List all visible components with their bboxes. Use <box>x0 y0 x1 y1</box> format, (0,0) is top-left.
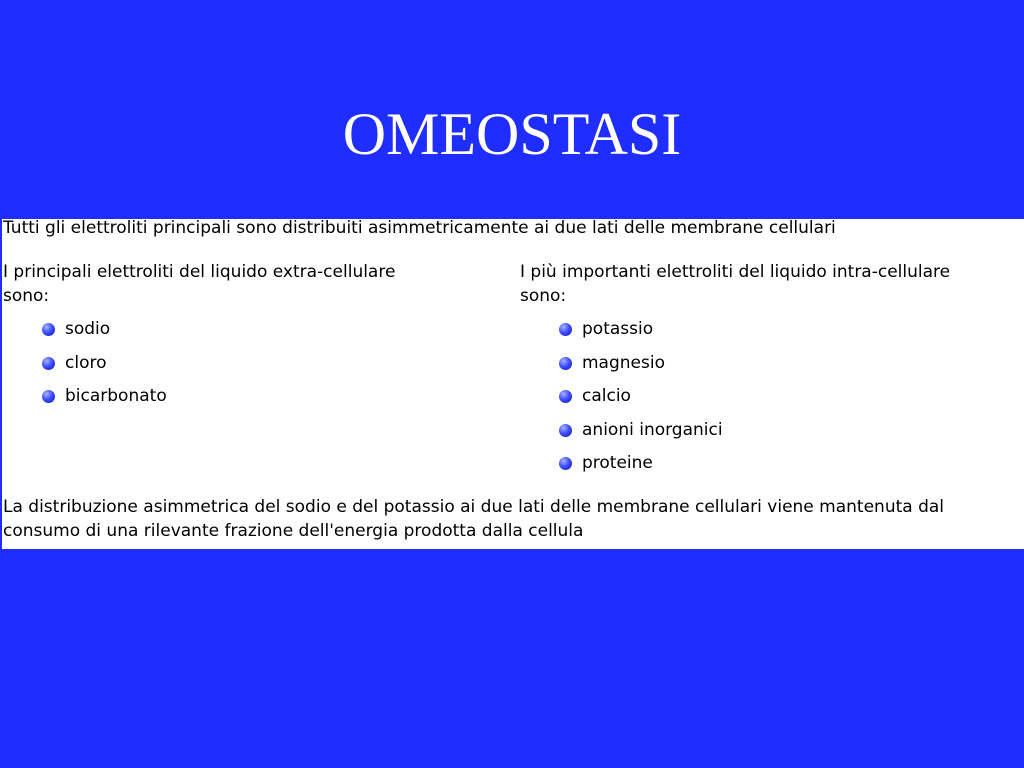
list-item <box>42 351 167 385</box>
list-item-label: magnesio <box>582 352 665 373</box>
bullet-icon <box>559 390 572 403</box>
list-item <box>559 351 723 385</box>
list-item-label: proteine <box>582 453 653 473</box>
bullet-icon <box>42 323 55 336</box>
list-item-label: calcio <box>582 386 631 406</box>
bullet-icon <box>559 424 572 437</box>
list-item-label: anioni inorganici <box>582 419 723 440</box>
list-item <box>559 317 723 351</box>
list-item <box>559 384 723 418</box>
bullet-icon <box>42 357 55 370</box>
intracellular-heading: I più importanti elettroliti del liquido intra-cellulare sono: <box>520 262 951 306</box>
list-item-label: bicarbonato <box>65 386 167 406</box>
bullet-icon <box>559 357 572 370</box>
bullet-icon <box>559 457 572 470</box>
list-item <box>559 418 723 452</box>
list-item <box>42 384 167 418</box>
list-item <box>42 317 167 351</box>
list-item-label: cloro <box>65 352 107 373</box>
list-item-label: potassio <box>582 319 654 339</box>
slide-title: OMEOSTASI <box>342 101 682 167</box>
intracellular-electrolyte-list <box>559 317 723 485</box>
bullet-icon <box>42 390 55 403</box>
extracellular-heading: I principali elettroliti del liquido extra-cellulare sono: <box>3 262 396 306</box>
bullet-icon <box>559 323 572 336</box>
extracellular-electrolyte-list <box>42 317 167 418</box>
list-item-label: sodio <box>65 319 111 339</box>
content-panel <box>2 219 1024 549</box>
intro-text: Tutti gli elettroliti principali sono distribuiti asimmetricamente ai due lati delle membrane cellulari <box>3 218 836 238</box>
list-item <box>559 451 723 485</box>
conclusion-text: La distribuzione asimmetrica del sodio e del potassio ai due lati delle membrane cellulari viene mantenuta dal consumo di una rilevante frazione dell'energia prodotta dalla cellula <box>3 497 945 541</box>
